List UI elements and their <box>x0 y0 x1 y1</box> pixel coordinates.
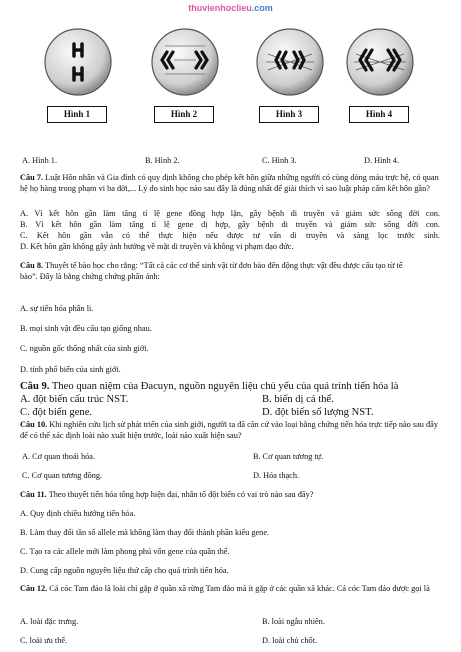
q7-option-a[interactable]: A. Vì kết hôn gần làm tăng tỉ lệ gene đồng hợp lặn, gây bệnh di truyền và giảm sức sống đời con. <box>20 209 440 218</box>
q10-option-a[interactable]: A. Cơ quan thoái hóa. <box>22 452 96 461</box>
question-label: Câu 7. <box>20 173 44 182</box>
question-text: Theo quan niệm của Đacuyn, nguồn nguyên liệu chủ yếu của quá trình tiến hóa là <box>51 381 399 392</box>
cell-diagram-3 <box>250 20 330 106</box>
figure-1 <box>38 20 118 128</box>
question-label: Câu 11. <box>20 490 47 499</box>
question-label: Câu 8. <box>20 261 44 270</box>
q11-option-a[interactable]: A. Quy định chiều hướng tiến hóa. <box>20 509 136 518</box>
figure-caption: Hình 2 <box>154 106 214 123</box>
question-text: Cá cóc Tam đảo là loài chỉ gặp ở quần xã rừng Tam đảo mà ít gặp ở các quần xã khác. Cá cóc Tam đảo được gọi là <box>49 584 430 593</box>
figure-3 <box>250 20 330 128</box>
cell-diagram-2 <box>145 20 225 106</box>
figure-caption: Hình 4 <box>349 106 409 123</box>
q6-option-a[interactable]: A. Hình 1. <box>22 156 58 165</box>
q8-stem <box>20 260 420 282</box>
q8-option-a[interactable]: A. sự tiến hóa phân li. <box>20 304 94 313</box>
q12-stem <box>20 583 444 594</box>
q11-stem <box>20 489 313 500</box>
q7-option-c[interactable]: C. Kết hôn gần vẫn có thể thực hiện nếu được tư vấn di truyền và sàng lọc trước sinh. <box>20 231 440 240</box>
question-text: Theo thuyết tiến hóa tổng hợp hiện đại, nhân tố đột biến có vai trò nào sau đây? <box>48 490 314 499</box>
question-label: Câu 9. <box>20 381 50 392</box>
figure-caption: Hình 1 <box>47 106 107 123</box>
q9-option-a[interactable]: A. đột biến cấu trúc NST. <box>20 394 129 405</box>
q12-option-c[interactable]: C. loài ưu thế. <box>20 636 68 645</box>
q10-option-c[interactable]: C. Cơ quan tương đồng. <box>22 471 103 480</box>
q12-option-d[interactable]: D. loài chủ chốt. <box>262 636 318 645</box>
q9-stem <box>20 381 398 393</box>
q7-option-b[interactable]: B. Vì kết hôn gần làm tăng tỉ lệ gene dị hợp, gây bệnh di truyền và giảm sức sống đời con. <box>20 220 440 229</box>
q7-stem <box>20 172 440 194</box>
figure-4 <box>340 20 420 128</box>
q9-option-b[interactable]: B. biến dị cá thể. <box>262 394 334 405</box>
q6-option-c[interactable]: C. Hình 3. <box>262 156 297 165</box>
q12-option-b[interactable]: B. loài ngẫu nhiên. <box>262 617 325 626</box>
question-text: Luật Hôn nhân và Gia đình có quy định không cho phép kết hôn giữa những người có cùng dòng máu trực hệ, có quan hệ họ hàng trong phạm vi ba đời,... Lý do sinh học nào sau đây là đúng nhất để giải thích vì sao luật pháp cấm kết hôn gần? <box>20 173 439 193</box>
q11-option-c[interactable]: C. Tạo ra các allele mới làm phong phú vốn gene của quần thể. <box>20 547 230 556</box>
watermark: thuvienhoclieu.com <box>188 3 273 13</box>
figure-2 <box>145 20 225 128</box>
question-text: Khi nghiên cứu lịch sử phát triển của sinh giới, người ta đã căn cứ vào loại bằng chứng tiến hóa trực tiếp nào sau đây để có thể xác định loài nào xuất hiện trước, loài nào xuất hiện sau? <box>20 420 439 440</box>
question-label: Câu 12. <box>20 584 48 593</box>
q6-option-d[interactable]: D. Hình 4. <box>364 156 400 165</box>
q8-option-b[interactable]: B. mọi sinh vật đều cấu tạo giống nhau. <box>20 324 152 333</box>
question-label: Câu 10. <box>20 420 48 429</box>
cell-diagram-4 <box>340 20 420 106</box>
q10-stem <box>20 419 442 441</box>
q8-option-d[interactable]: D. tính phổ biến của sinh giới. <box>20 365 121 374</box>
q11-option-d[interactable]: D. Cung cấp nguồn nguyên liệu thứ cấp cho quá trình tiến hóa. <box>20 566 229 575</box>
q10-option-b[interactable]: B. Cơ quan tương tự. <box>253 452 324 461</box>
q9-option-d[interactable]: D. đột biến số lượng NST. <box>262 407 374 418</box>
q10-option-d[interactable]: D. Hóa thạch. <box>253 471 300 480</box>
q11-option-b[interactable]: B. Làm thay đổi tần số allele mà không làm thay đổi thành phần kiểu gene. <box>20 528 270 537</box>
q7-option-d[interactable]: D. Kết hôn gần không gây ảnh hưởng về mặt di truyền và không vi phạm đạo đức. <box>20 242 294 251</box>
q6-option-b[interactable]: B. Hình 2. <box>145 156 180 165</box>
q12-option-a[interactable]: A. loài đặc trưng. <box>20 617 79 626</box>
cell-diagram-1 <box>38 20 118 106</box>
figure-caption: Hình 3 <box>259 106 319 123</box>
question-text: Thuyết tế bào học cho rằng: “Tất cả các cơ thể sinh vật từ đơn bào đến động thực vật đều được cấu tạo từ tế bào”. Đây là bằng chứng chứng phân ảnh: <box>20 261 403 281</box>
q9-option-c[interactable]: C. đột biến gene. <box>20 407 93 418</box>
q8-option-c[interactable]: C. nguồn gốc thống nhất của sinh giới. <box>20 344 149 353</box>
